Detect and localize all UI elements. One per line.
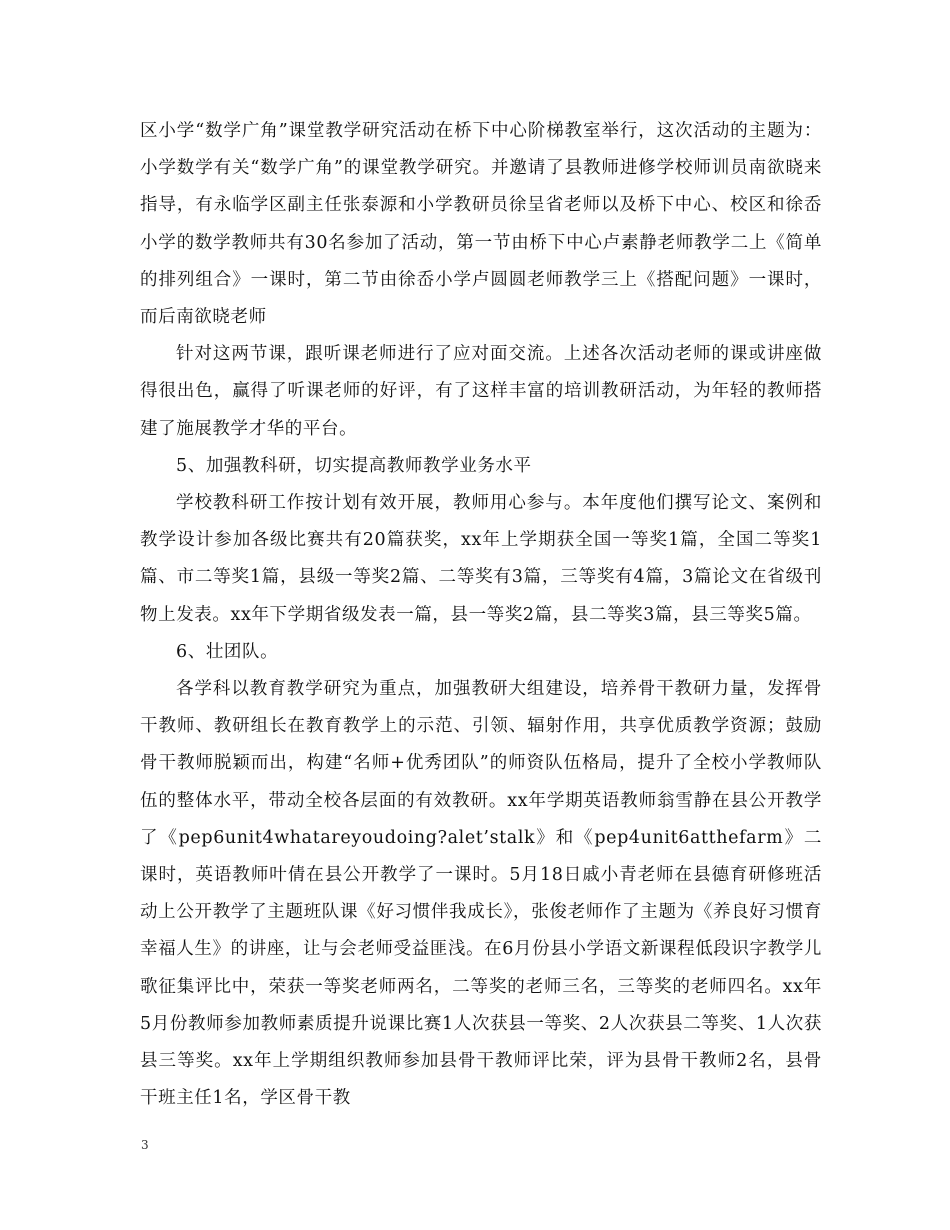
page-number: 3 bbox=[141, 1138, 149, 1152]
paragraph-teaching-exchange: 针对这两节课，跟听课老师进行了应对面交流。上述各次活动老师的课或讲座做得很出色，赢得了听课老师的好评，有了这样丰富的培训教研活动，为年轻的教师搭建了施展教学才华的平台。 bbox=[140, 344, 822, 439]
paragraph-team-building: 各学科以教育教学研究为重点，加强教研大组建设，培养骨干教研力量，发挥骨干教师、教研组长在教育教学上的示范、引领、辐射作用，共享优质教学资源；鼓励骨干教师脱颖而出，构建“名师+优秀团队”的师资队伍格局，提升了全校小学教师队伍的整体水平，带动全校各层面的有效教研。xx年学期英语教师翁雪静在县公开教学了《pep6unit4whatareyoudoing?alet’stalk》和《pep4unit6atthefarm》二课时，英语教师叶倩在县公开教学了一课时。5月18日戚小青老师在县德育研修班活动上公开教学了主题班队课《好习惯伴我成长》，张俊老师作了主题为《养良好习惯育幸福人生》的讲座，让与会老师受益匪浅。在6月份县小学语文新课程低段识字教学儿歌征集评比中，荣获一等奖老师两名，二等奖的老师三名，三等奖的老师四名。xx年5月份教师参加教师素质提升说课比赛1人次获县一等奖、2人次获县二等奖、1人次获县三等奖。xx年上学期组织教师参加县骨干教师评比荣，评为县骨干教师2名，县骨干班主任1名，学区骨干教 bbox=[140, 679, 822, 1109]
section-heading-team: 6、壮团队。 bbox=[176, 641, 279, 662]
page-body bbox=[140, 113, 822, 1117]
paragraph-research-awards: 学校教科研工作按计划有效开展，教师用心参与。本年度他们撰写论文、案例和教学设计参加各级比赛共有20篇获奖，xx年上学期获全国一等奖1篇，全国二等奖1篇、市二等奖1篇，县级一等奖2篇、二等奖有3篇，三等奖有4篇，3篇论文在省级刊物上发表。xx年下学期省级发表一篇，县一等奖2篇，县二等奖3篇，县三等奖5篇。 bbox=[140, 493, 822, 625]
paragraph-continued: 区小学“数学广角”课堂教学研究活动在桥下中心阶梯教室举行，这次活动的主题为：小学数学有关“数学广角”的课堂教学研究。并邀请了县教师进修学校师训员南欲晓来指导，有永临学区副主任张泰源和小学教研员徐呈省老师以及桥下中心、校区和徐岙小学的数学教师共有30名参加了活动，第一节由桥下中心卢素静老师教学二上《简单的排列组合》一课时，第二节由徐岙小学卢圆圆老师教学三上《搭配问题》一课时，而后南欲晓老师 bbox=[140, 121, 822, 328]
section-heading-research: 5、加强教科研，切实提高教师教学业务水平 bbox=[176, 455, 532, 476]
